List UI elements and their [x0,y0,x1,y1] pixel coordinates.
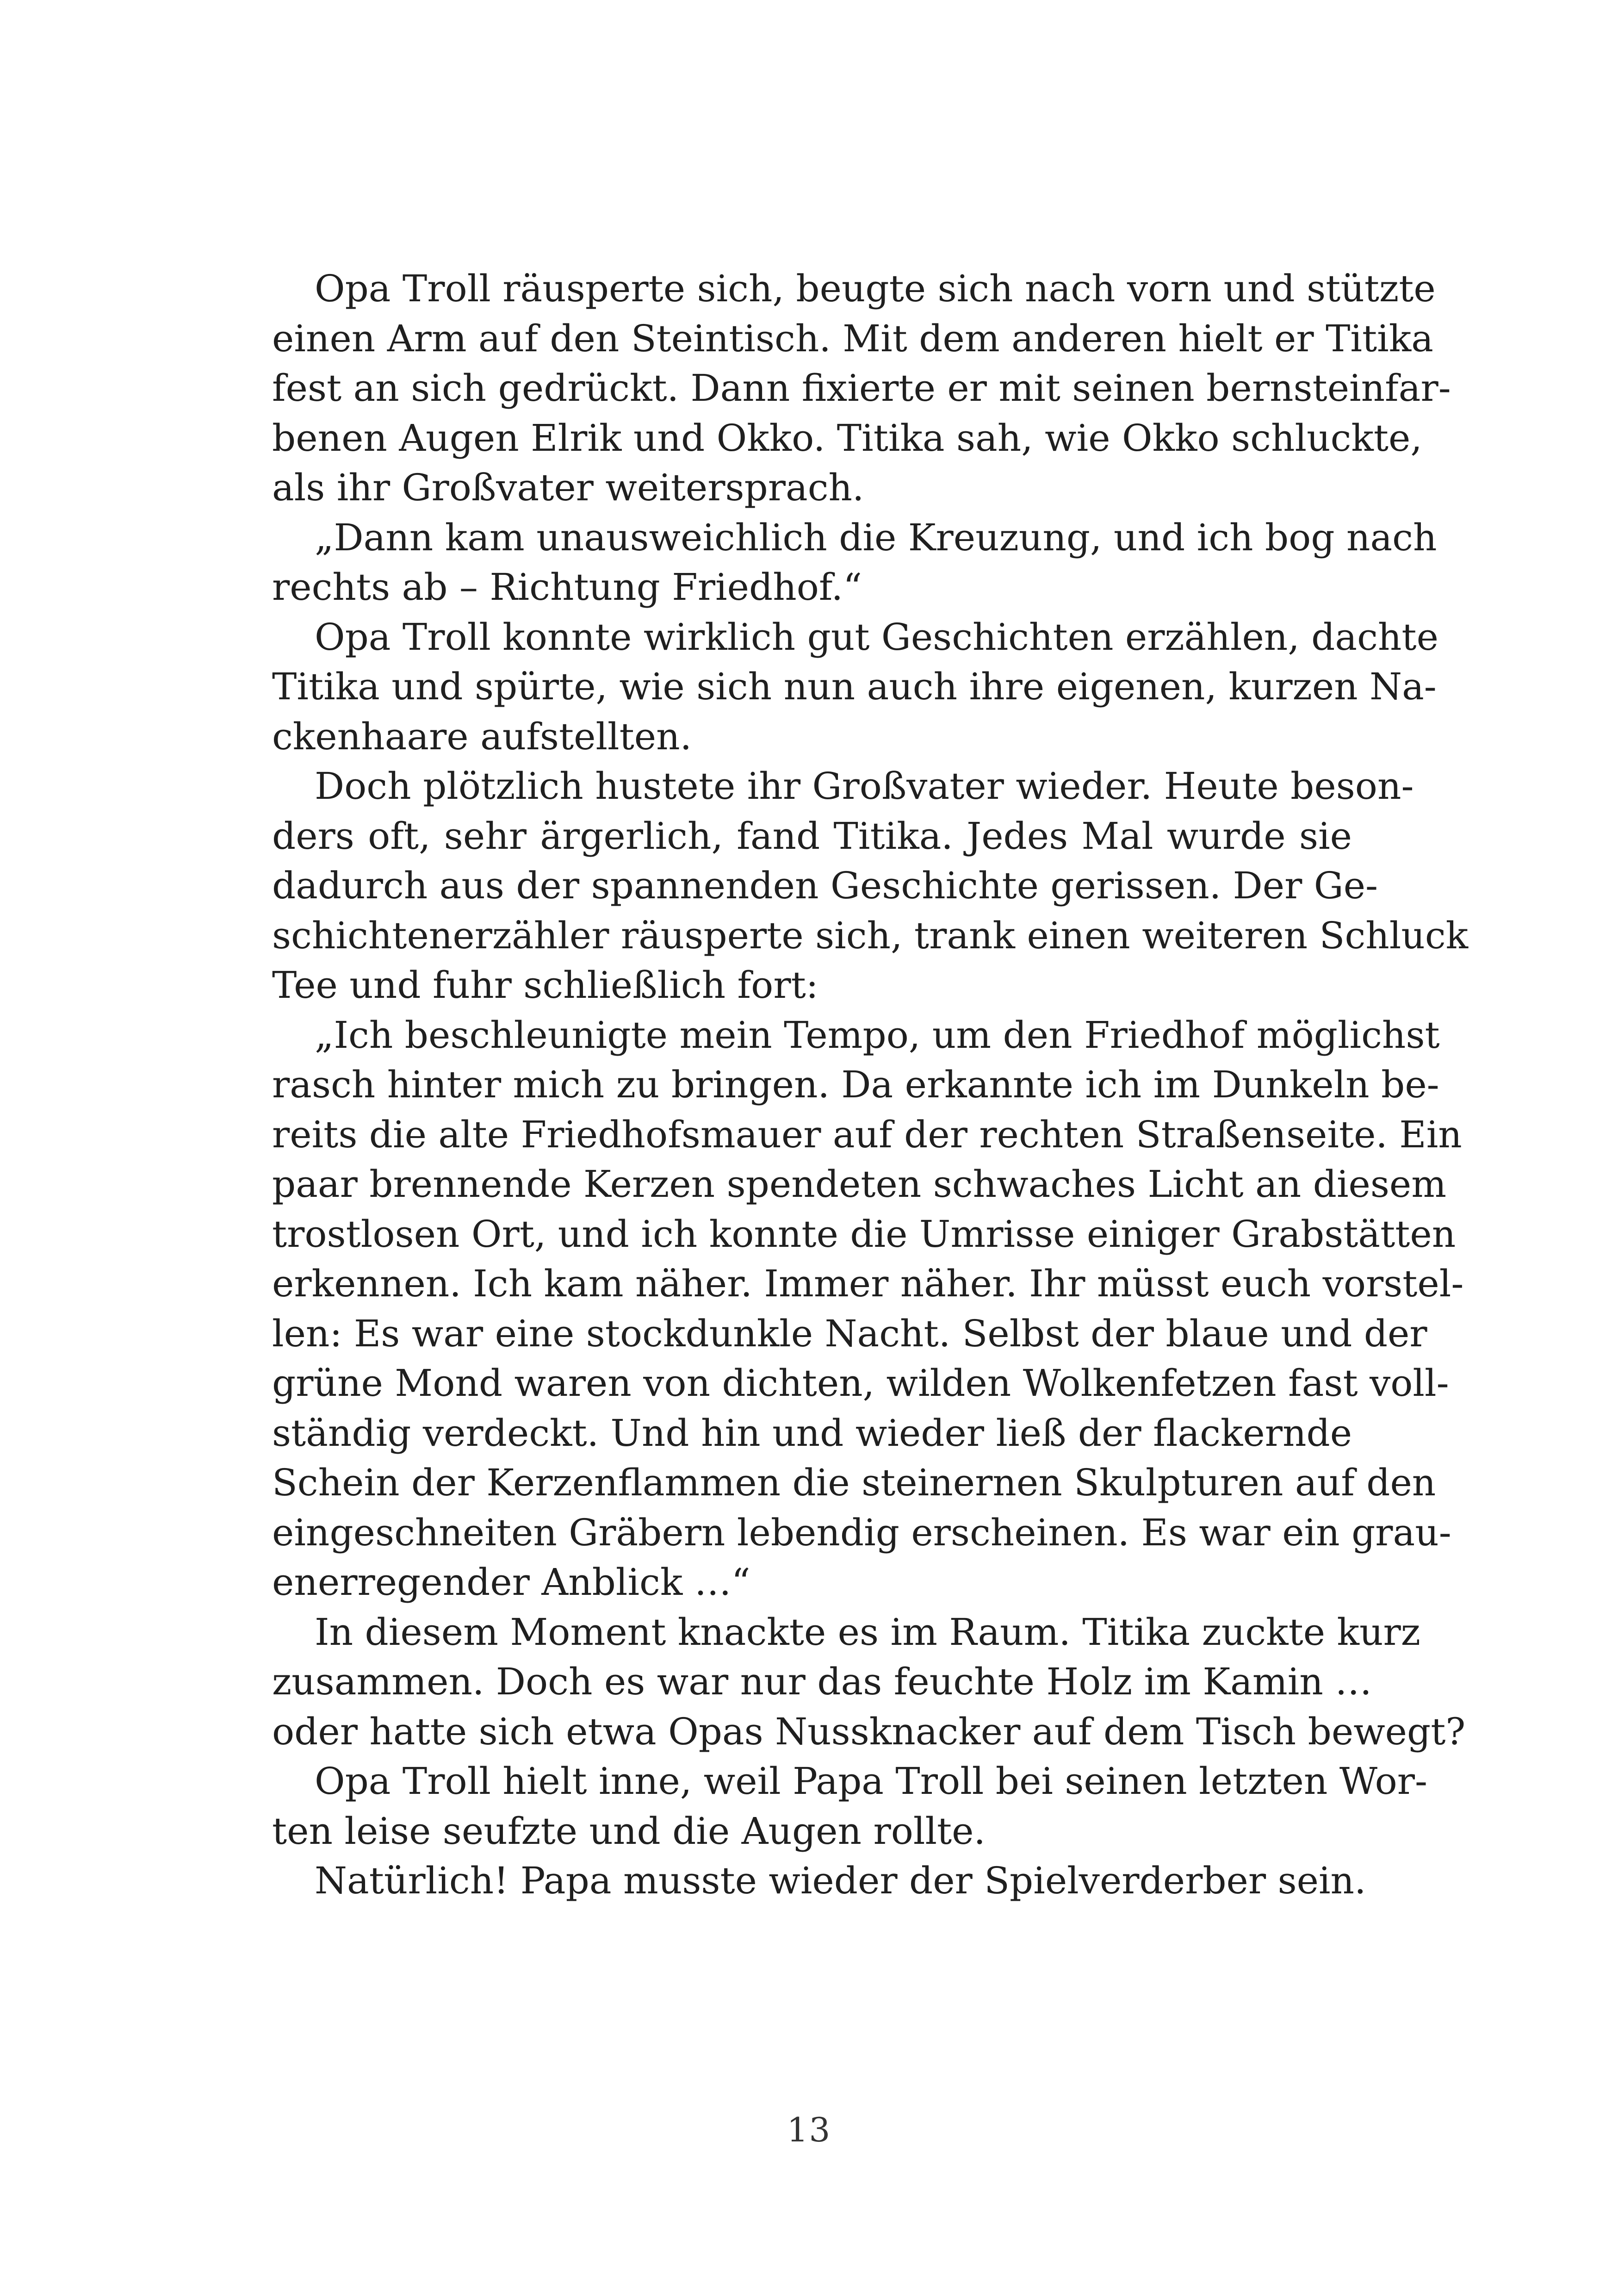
text-line: fest an sich gedrückt. Dann fixierte er mit seinen bernsteinfar- [272,367,1451,410]
paragraph [272,264,1451,513]
text-line: grüne Mond waren von dichten, wilden Wolkenfetzen fast voll- [272,1362,1449,1405]
paragraph [272,513,1437,612]
text-line: ckenhaare aufstellten. [272,715,692,758]
text-line: dadurch aus der spannenden Geschichte gerissen. Der Ge- [272,864,1378,907]
text-line: enerregender Anblick …“ [272,1561,750,1604]
text-line: als ihr Großvater weitersprach. [272,466,864,509]
text-line: erkennen. Ich kam näher. Immer näher. Ihr müsst euch vorstel- [272,1262,1464,1305]
text-line: zusammen. Doch es war nur das feuchte Holz im Kamin … [272,1660,1372,1703]
text-line: eingeschneiten Gräbern lebendig erscheinen. Es war ein grau- [272,1511,1451,1554]
paragraph [272,1010,1464,1607]
text-line: Titika und spürte, wie sich nun auch ihre eigenen, kurzen Na- [272,665,1437,708]
text-line: Doch plötzlich hustete ihr Großvater wieder. Heute beson- [315,765,1414,808]
text-line: In diesem Moment knackte es im Raum. Titika zuckte kurz [315,1610,1420,1654]
text-line: len: Es war eine stockdunkle Nacht. Selbst der blaue und der [272,1312,1427,1355]
text-line: „Dann kam unausweichlich die Kreuzung, und ich bog nach [315,516,1437,559]
text-line: trostlosen Ort, und ich konnte die Umrisse einiger Grabstätten [272,1212,1456,1256]
text-line: Schein der Kerzenflammen die steinernen Skulpturen auf den [272,1461,1436,1504]
text-line: ständig verdeckt. Und hin und wieder ließ der flackernde [272,1411,1352,1455]
text-line: paar brennende Kerzen spendeten schwaches Licht an diesem [272,1163,1447,1206]
text-line: oder hatte sich etwa Opas Nussknacker auf dem Tisch bewegt? [272,1710,1466,1753]
text-line: reits die alte Friedhofsmauer auf der rechten Straßenseite. Ein [272,1113,1462,1156]
text-line: „Ich beschleunigte mein Tempo, um den Friedhof möglichst [315,1013,1440,1057]
paragraph [272,1607,1466,1757]
text-line: Opa Troll hielt inne, weil Papa Troll bei seinen letzten Wor- [315,1760,1428,1803]
text-line: rasch hinter mich zu bringen. Da erkannte ich im Dunkeln be- [272,1063,1439,1106]
page-number: 13 [787,2110,831,2149]
paragraph [272,761,1469,1010]
text-line: ten leise seufzte und die Augen rollte. [272,1809,986,1853]
text-line: schichtenerzähler räusperte sich, trank einen weiteren Schluck [272,914,1469,957]
paragraph [272,1756,1428,1856]
text-line: Opa Troll konnte wirklich gut Geschichten erzählen, dachte [315,615,1438,659]
body-text [272,264,1469,1906]
paragraph [272,1856,1366,1906]
text-line: einen Arm auf den Steintisch. Mit dem anderen hielt er Titika [272,317,1433,360]
text-line: Natürlich! Papa musste wieder der Spielverderber sein. [315,1859,1366,1902]
text-line: Opa Troll räusperte sich, beugte sich nach vorn und stützte [315,267,1436,310]
paragraph [272,612,1438,762]
text-line: ders oft, sehr ärgerlich, fand Titika. Jedes Mal wurde sie [272,814,1352,858]
text-line: Tee und fuhr schließlich fort: [272,964,818,1007]
text-line: rechts ab – Richtung Friedhof.“ [272,566,862,609]
text-line: benen Augen Elrik und Okko. Titika sah, wie Okko schluckte, [272,416,1422,460]
